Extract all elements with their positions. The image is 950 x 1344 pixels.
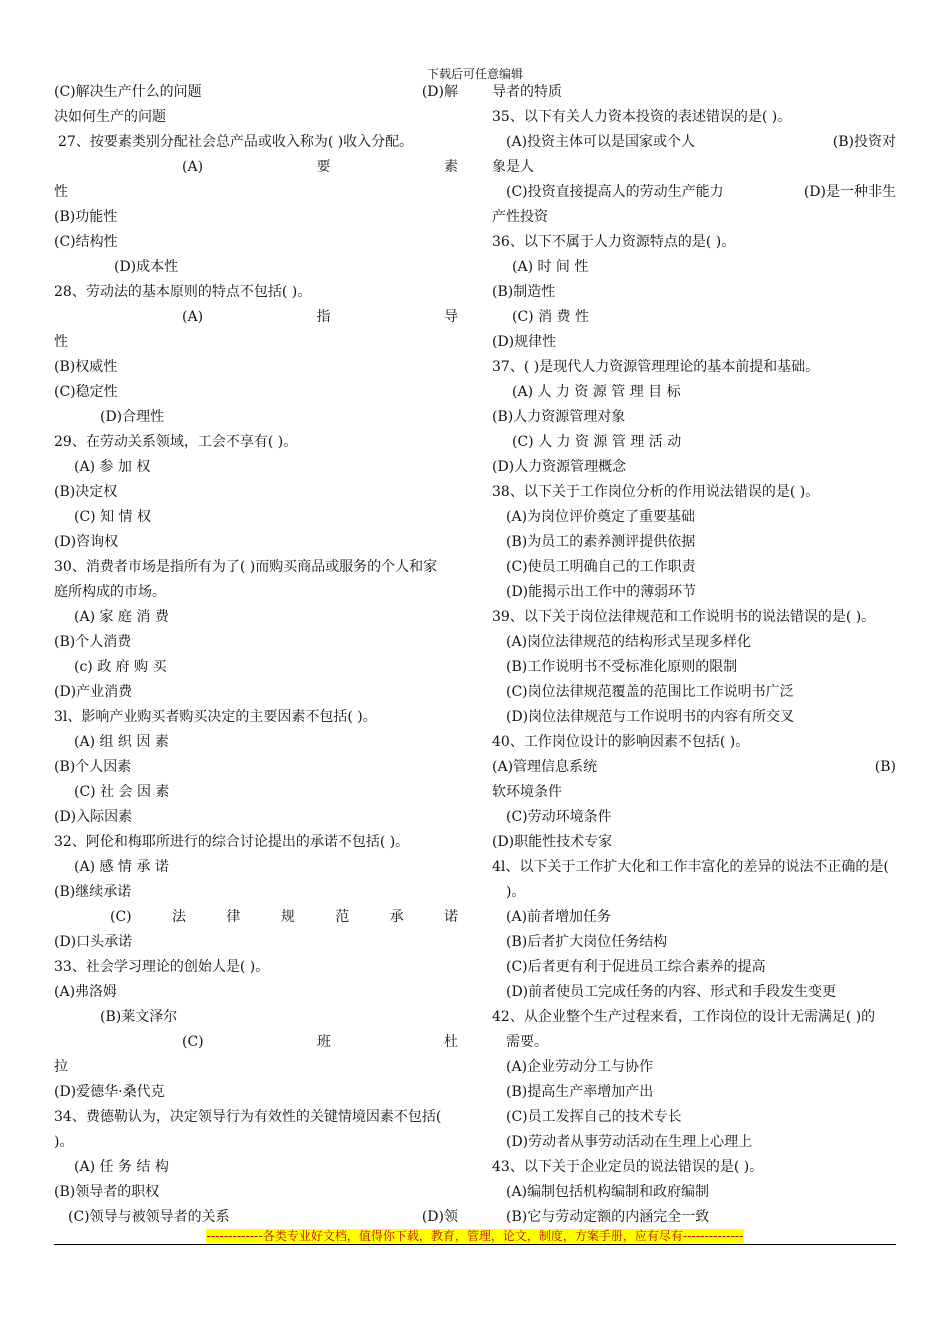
option-text: (A)弗洛姆 (54, 984, 118, 1000)
question-35: 35、以下有关人力资本投资的表述错误的是( )。 (492, 109, 792, 125)
option-text: (C)领导与被领导者的关系 (68, 1209, 230, 1225)
option-text: (B)个人因素 (54, 759, 132, 775)
option-text: (B)为员工的素养测评提供依据 (506, 534, 696, 550)
option-text: (A) 参 加 权 (74, 459, 151, 475)
option-line (492, 755, 896, 780)
option-text: (B)工作说明书不受标准化原则的限制 (506, 659, 738, 675)
option-line (54, 905, 458, 930)
option-text: (D)解 (421, 84, 458, 100)
option-text: (D)爱德华·桑代克 (54, 1084, 165, 1100)
option-text: (C) 知 情 权 (74, 509, 151, 525)
question-39: 39、以下关于岗位法律规范和工作说明书的说法错误的是( )。 (492, 609, 876, 625)
option-text: 软环境条件 (492, 784, 562, 800)
question-32: 32、阿伦和梅耶所进行的综合讨论提出的承诺不包括( )。 (54, 834, 410, 850)
option-text: 规 (280, 909, 295, 925)
option-text: (B)投资对 (832, 134, 896, 150)
option-text: (D)人力资源管理概念 (492, 459, 627, 475)
option-line (492, 130, 896, 155)
option-text: (A) 组 织 因 素 (74, 734, 169, 750)
option-text: (C)稳定性 (54, 384, 118, 400)
option-text: (C)后者更有利于促进员工综合素养的提高 (506, 959, 766, 975)
right-column (492, 80, 896, 1230)
option-text: (A) (182, 309, 204, 325)
option-text: (D)是一种非生 (803, 184, 896, 200)
option-text: (C)使员工明确自己的工作职责 (506, 559, 696, 575)
question-42: 42、从企业整个生产过程来看，工作岗位的设计无需满足( )的 (492, 1009, 876, 1025)
option-text: (B)决定权 (54, 484, 118, 500)
question-33: 33、社会学习理论的创始人是( )。 (54, 959, 270, 975)
question-28: 28、劳动法的基本原则的特点不包括( )。 (54, 284, 312, 300)
option-text: (B)继续承诺 (54, 884, 132, 900)
option-text: (c) 政 府 购 买 (74, 659, 167, 675)
option-text: (A) 人 力 资 源 管 理 目 标 (512, 384, 681, 400)
option-text: 杜 (443, 1034, 458, 1050)
option-text: (B) (874, 759, 896, 775)
option-text: (D)职能性技术专家 (492, 834, 613, 850)
option-line (54, 1030, 458, 1055)
option-text: (B)人力资源管理对象 (492, 409, 626, 425)
question-30-cont: 庭所构成的市场。 (54, 584, 166, 600)
option-text: (B)提高生产率增加产出 (506, 1084, 654, 1100)
option-text: 要 (316, 159, 331, 175)
option-text: (A)编制包括机构编制和政府编制 (506, 1184, 710, 1200)
option-text: (C)解决生产什么的问题 (54, 84, 202, 100)
question-27: 27、按要素类别分配社会总产品或收入称为( )收入分配。 (58, 134, 414, 150)
question-41: 4l、以下关于工作扩大化和工作丰富化的差异的说法不正确的是( (492, 859, 889, 875)
question-37: 37、( )是现代人力资源管理理论的基本前提和基础。 (492, 359, 820, 375)
option-line (54, 155, 458, 180)
option-text: (A)岗位法律规范的结构形式呈现多样化 (506, 634, 752, 650)
option-text: (D)领 (421, 1209, 458, 1225)
option-text: (C) 社 会 因 素 (74, 784, 170, 800)
question-42-cont: 需要。 (506, 1034, 548, 1050)
option-text: 班 (316, 1034, 331, 1050)
option-text: (C)岗位法律规范覆盖的范围比工作说明书广泛 (506, 684, 794, 700)
option-text: 拉 (54, 1059, 68, 1075)
option-text: 产性投资 (492, 209, 548, 225)
left-column (54, 80, 458, 1230)
option-text: (B)它与劳动定额的内涵完全一致 (506, 1209, 710, 1225)
footer-banner-text: -------------各类专业好文档，值得你下载，教育，管理，论文，制度，方案手册，应有尽有-------------- (206, 1229, 744, 1243)
option-text: (D)前者使员工完成任务的内容、形式和手段发生变更 (506, 984, 837, 1000)
option-text: (D)产业消费 (54, 684, 133, 700)
option-text: (D)合理性 (100, 409, 165, 425)
question-40: 40、工作岗位设计的影响因素不包括( )。 (492, 734, 750, 750)
option-text: (B)权威性 (54, 359, 118, 375)
option-text: (A)为岗位评价奠定了重要基础 (506, 509, 696, 525)
option-text: (B)莱文泽尔 (100, 1009, 178, 1025)
option-text: (C) 人 力 资 源 管 理 活 动 (512, 434, 682, 450)
option-text: (A) (182, 159, 204, 175)
option-text: (D)劳动者从事劳动活动在生理上心理上 (506, 1134, 753, 1150)
option-text: (A)投资主体可以是国家或个人 (506, 134, 696, 150)
option-text: (B)后者扩大岗位任务结构 (506, 934, 668, 950)
text-line: 决如何生产的问题 (54, 109, 166, 125)
option-text: (A) 家 庭 消 费 (74, 609, 169, 625)
option-text: (D)成本性 (114, 259, 179, 275)
option-line (54, 305, 458, 330)
option-text: 诺 (443, 909, 458, 925)
option-text: (B)个人消费 (54, 634, 132, 650)
option-text: (A) 感 情 承 诺 (74, 859, 169, 875)
option-line (492, 180, 896, 205)
option-text: (D)口头承诺 (54, 934, 133, 950)
option-text: (A) 时 间 性 (512, 259, 589, 275)
option-text: (A)前者增加任务 (506, 909, 612, 925)
question-36: 36、以下不属于人力资源特点的是( )。 (492, 234, 736, 250)
option-text: (C)结构性 (54, 234, 118, 250)
option-text: (A)企业劳动分工与协作 (506, 1059, 654, 1075)
question-38: 38、以下关于工作岗位分析的作用说法错误的是( )。 (492, 484, 820, 500)
option-text: (B)功能性 (54, 209, 118, 225)
footer-divider (54, 1244, 896, 1245)
page-header: 下载后可任意编辑 (426, 67, 523, 81)
text-line: 导者的特质 (492, 84, 562, 100)
option-text: 范 (335, 909, 350, 925)
option-text: (A)管理信息系统 (492, 759, 598, 775)
option-text: (C) 消 费 性 (512, 309, 589, 325)
question-30: 30、消费者市场是指所有为了( )而购买商品或服务的个人和家 (54, 559, 438, 575)
question-43: 43、以下关于企业定员的说法错误的是( )。 (492, 1159, 764, 1175)
option-text: (C)劳动环境条件 (506, 809, 612, 825)
question-41-cont: )。 (506, 884, 526, 900)
option-text: 指 (316, 309, 331, 325)
option-text: 法 (172, 909, 187, 925)
option-text: 承 (389, 909, 404, 925)
option-text: (D)咨询权 (54, 534, 119, 550)
text-line (54, 80, 458, 105)
question-31: 3l、影响产业购买者购买决定的主要因素不包括( )。 (54, 709, 377, 725)
option-text: (C) (110, 909, 132, 925)
option-text: (C)投资直接提高人的劳动生产能力 (506, 184, 724, 200)
option-text: (C) (182, 1034, 204, 1050)
question-29: 29、在劳动关系领域，工会不享有( )。 (54, 434, 298, 450)
option-text: 性 (54, 184, 68, 200)
option-text: 律 (226, 909, 241, 925)
option-text: (D)规律性 (492, 334, 557, 350)
question-34-cont: )。 (54, 1134, 74, 1150)
option-text: (B)领导者的职权 (54, 1184, 160, 1200)
option-text: (D)岗位法律规范与工作说明书的内容有所交叉 (506, 709, 795, 725)
option-text: (A) 任 务 结 构 (74, 1159, 169, 1175)
option-text: (D)入际因素 (54, 809, 133, 825)
option-text: 性 (54, 334, 68, 350)
option-text: (B)制造性 (492, 284, 556, 300)
option-text: (C)员工发挥自己的技术专长 (506, 1109, 682, 1125)
option-text: (D)能揭示出工作中的薄弱环节 (506, 584, 697, 600)
option-text: 导 (443, 309, 458, 325)
option-text: 素 (443, 159, 458, 175)
question-34: 34、费德勒认为，决定领导行为有效性的关键情境因素不包括( (54, 1109, 442, 1125)
footer-banner (0, 1225, 950, 1245)
option-text: 象是人 (492, 159, 534, 175)
